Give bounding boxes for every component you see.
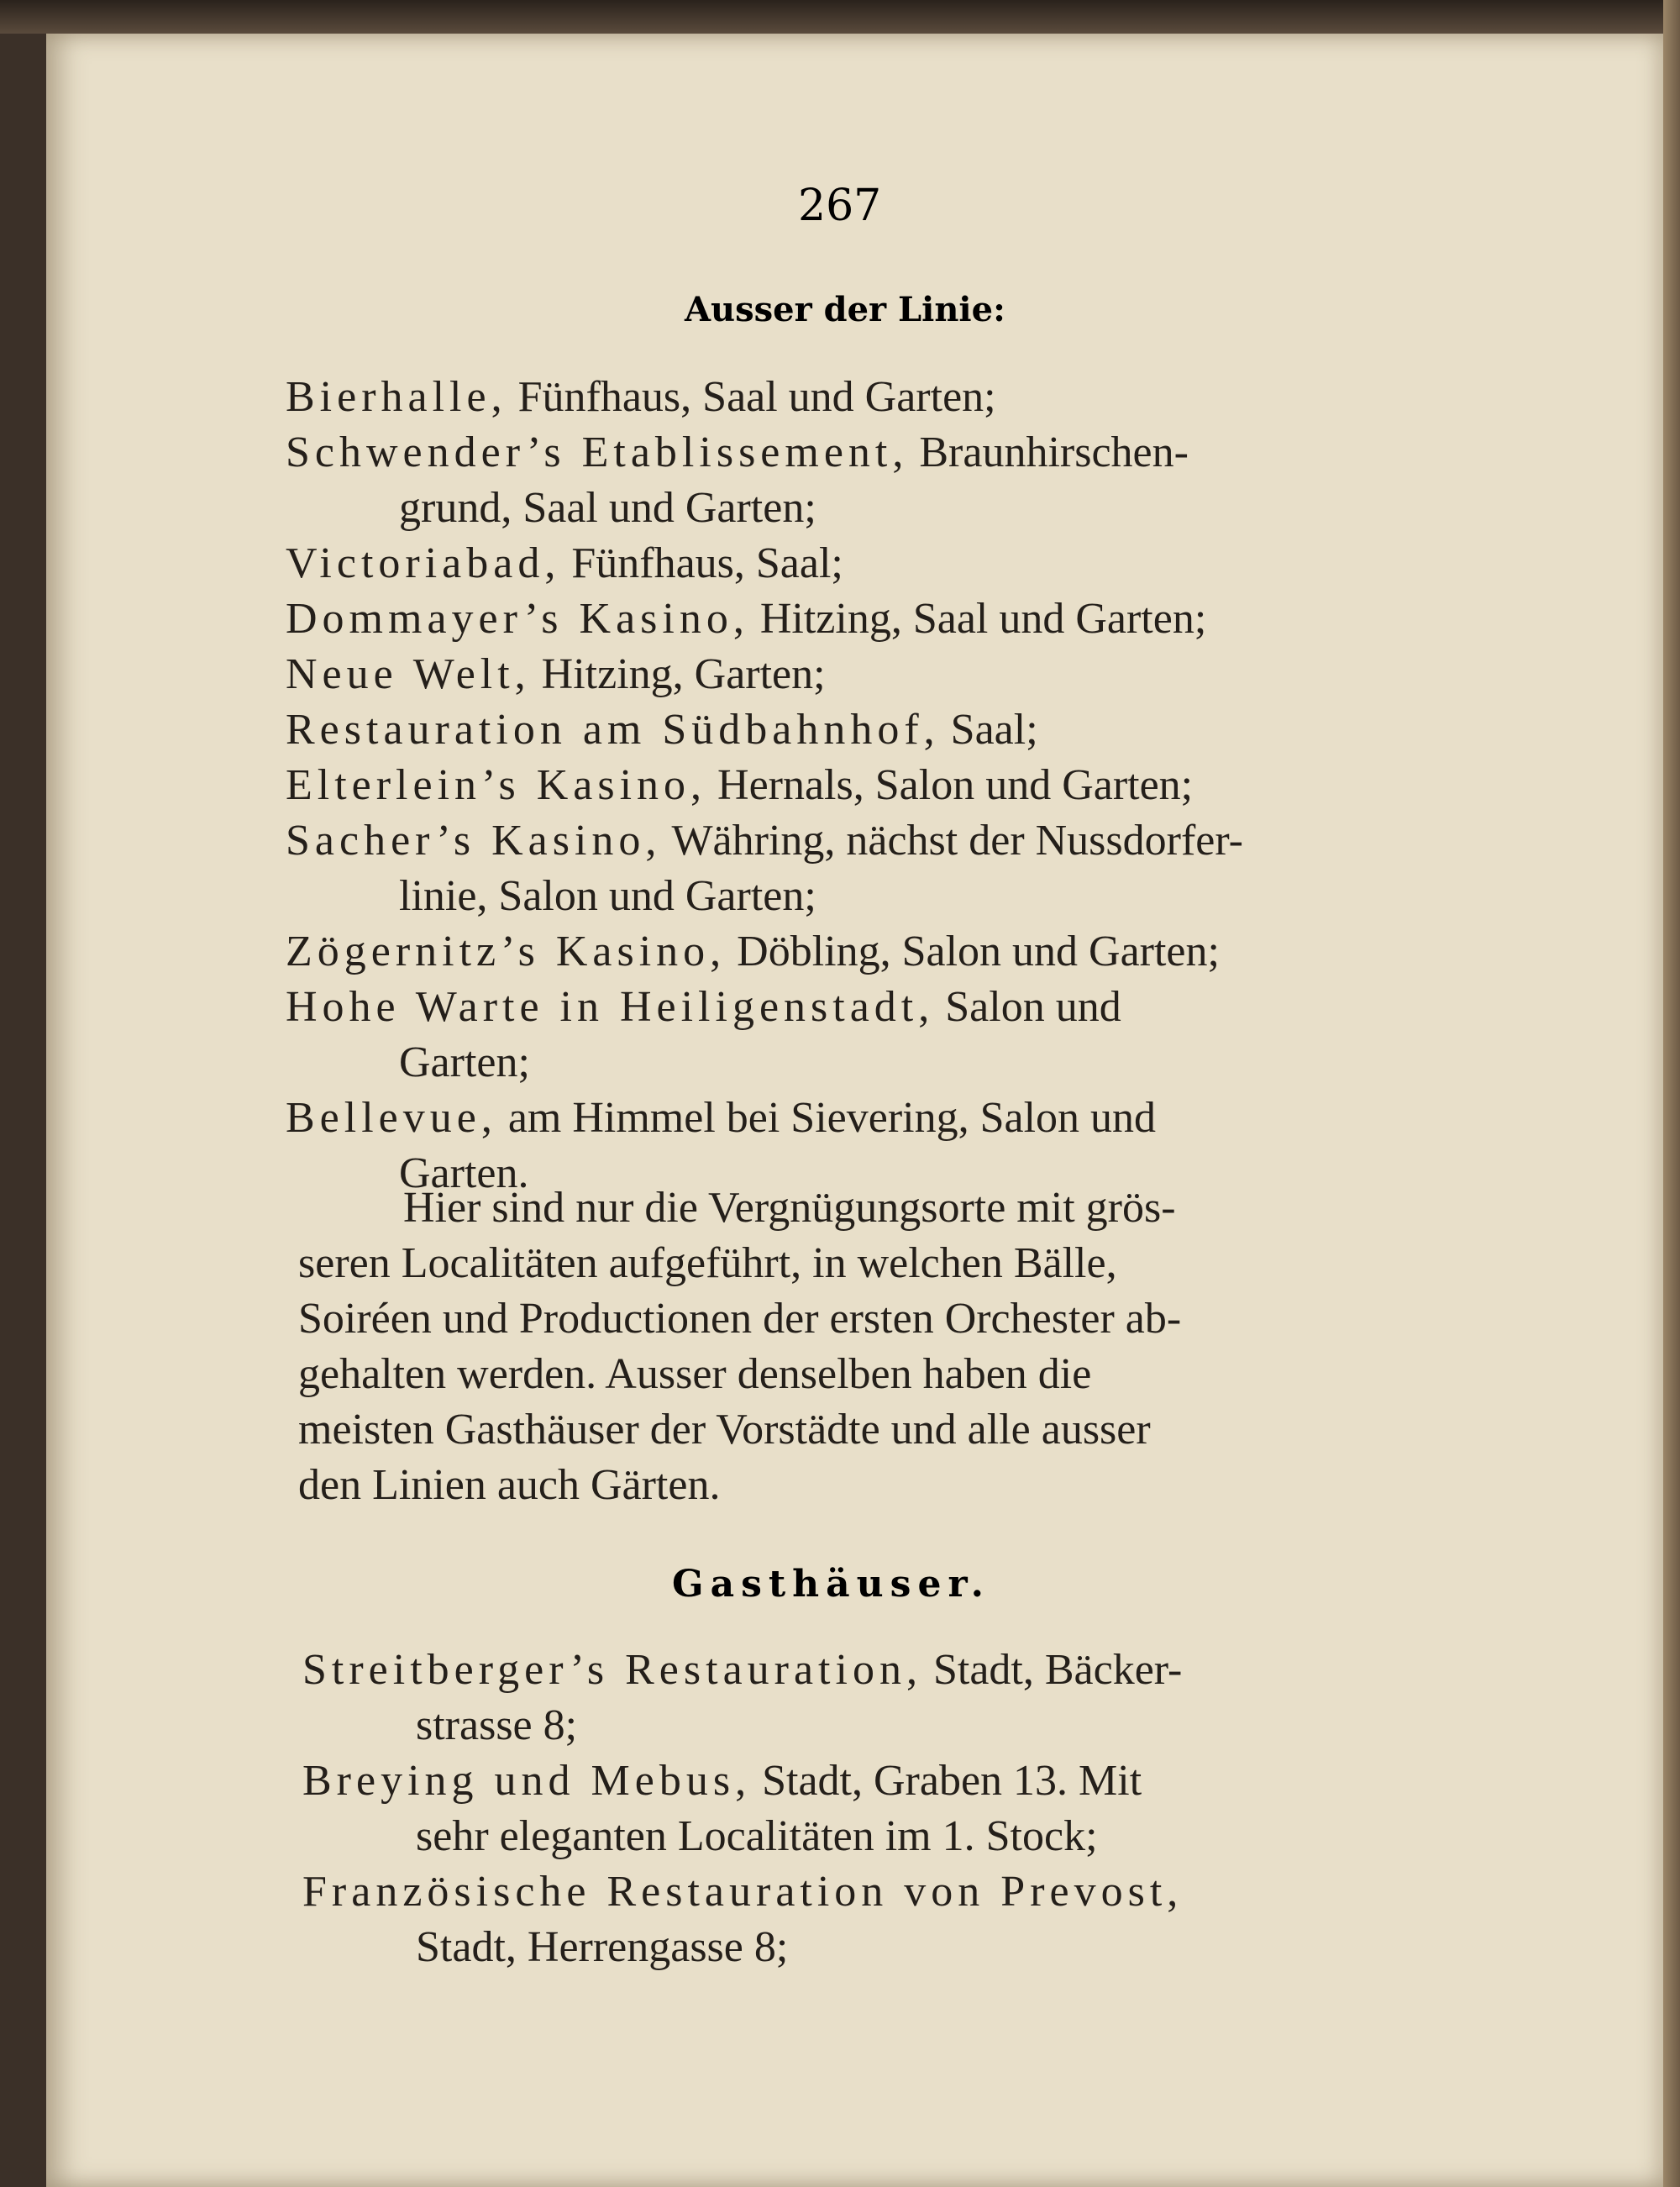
entry-continuation: Garten;	[399, 1038, 530, 1086]
entry-list-section2	[302, 1643, 1445, 1975]
entry	[286, 425, 1428, 536]
entry-detail: Stadt, Graben 13. Mit	[751, 1757, 1142, 1805]
entry-name: Elterlein’s Kasino,	[286, 761, 707, 809]
book-right-edge	[1663, 0, 1680, 2187]
entry-name: Zögernitz’s Kasino,	[286, 928, 727, 975]
entry-name: Französische Restauration von Prevost,	[302, 1868, 1184, 1916]
entry-detail: Hitzing, Garten;	[530, 650, 826, 698]
entry	[286, 924, 1428, 980]
entry-list-section1	[286, 370, 1428, 1201]
entry	[286, 758, 1428, 813]
entry	[302, 1864, 1445, 1975]
entry	[286, 647, 1428, 702]
entry-detail: Währing, nächst der Nussdorfer-	[661, 817, 1243, 865]
entry	[286, 702, 1428, 758]
entry-continuation: strasse 8;	[416, 1701, 578, 1749]
entry-name: Hohe Warte in Heiligenstadt,	[286, 983, 935, 1031]
paragraph-line: gehalten werden. Ausser denselben haben die	[298, 1350, 1092, 1398]
entry	[302, 1753, 1445, 1864]
entry-name: Victoriabad,	[286, 539, 561, 587]
entry-detail: Saal;	[939, 706, 1038, 754]
entry-name: Neue Welt,	[286, 650, 531, 698]
paragraph-line: Soiréen und Productionen der ersten Orchester ab-	[298, 1295, 1182, 1343]
entry	[286, 370, 1428, 425]
entry-name: Restauration am Südbahnhof,	[286, 706, 940, 754]
book-binding-top	[0, 0, 1680, 34]
entry-continuation: Garten.	[399, 1149, 529, 1197]
entry-continuation: linie, Salon und Garten;	[399, 872, 816, 920]
entry-name: Sacher’s Kasino,	[286, 817, 662, 865]
entry	[302, 1643, 1445, 1753]
entry-name: Breying und Mebus,	[302, 1757, 752, 1805]
paragraph-line: seren Localitäten aufgeführt, in welchen Bälle,	[298, 1239, 1117, 1287]
entry-detail: Salon und	[934, 983, 1121, 1031]
entry-detail: Fünfhaus, Saal;	[560, 539, 843, 587]
entry-continuation: sehr eleganten Localitäten im 1. Stock;	[416, 1812, 1098, 1860]
entry-name: Streitberger’s Restauration,	[302, 1646, 922, 1694]
page-number: 267	[798, 181, 882, 231]
entry-continuation: Stadt, Herrengasse 8;	[416, 1923, 789, 1971]
entry	[286, 591, 1428, 647]
entry-detail: Braunhirschen-	[908, 428, 1189, 476]
entry	[286, 980, 1428, 1091]
explanatory-paragraph	[298, 1180, 1424, 1513]
section-heading-ausser-der-linie: Ausser der Linie:	[685, 290, 1005, 329]
entry-detail: Fünfhaus, Saal und Garten;	[507, 373, 996, 421]
entry-name: Bellevue,	[286, 1094, 497, 1142]
entry-detail: am Himmel bei Sievering, Salon und	[496, 1094, 1157, 1142]
paragraph-line: meisten Gasthäuser der Vorstädte und alle ausser	[298, 1406, 1151, 1454]
section-heading-gasthaeuser: Gasthäuser.	[672, 1563, 990, 1606]
entry-name: Dommayer’s Kasino,	[286, 595, 749, 643]
entry-name: Schwender’s Etablissement,	[286, 428, 909, 476]
entry-detail: Döbling, Salon und Garten;	[726, 928, 1220, 975]
entry	[286, 536, 1428, 591]
entry-name: Bierhalle,	[286, 373, 507, 421]
entry-continuation: grund, Saal und Garten;	[399, 484, 816, 532]
entry	[286, 813, 1428, 924]
entry-detail: Stadt, Bäcker-	[921, 1646, 1183, 1694]
entry-detail: Hitzing, Saal und Garten;	[748, 595, 1207, 643]
entry-detail: Hernals, Salon und Garten;	[706, 761, 1194, 809]
paragraph-line: Hier sind nur die Vergnügungsorte mit grös-	[403, 1184, 1176, 1232]
paragraph-line: den Linien auch Gärten.	[298, 1461, 721, 1509]
